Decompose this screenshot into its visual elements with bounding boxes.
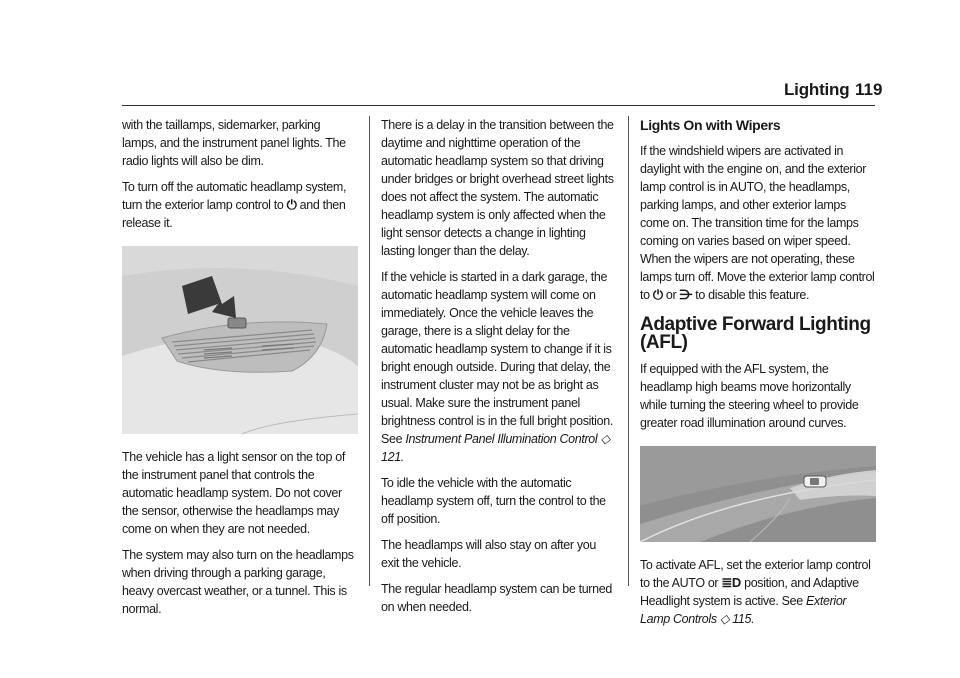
page-number: 119: [855, 80, 883, 99]
paragraph: There is a delay in the transition between the daytime and nighttime operation of the automatic headlamp system so that driving under bridges or bright overhead street lights does not affect the system. The automatic headlamp system is only affected when the light sensor detects a change in lighting lasting longer than the delay.: [381, 118, 614, 258]
paragraph: The system may also turn on the headlamps when driving through a parking garage, heavy overcast weather, or a tunnel. This is normal.: [122, 548, 354, 616]
headlamp-icon: ≣D: [721, 575, 741, 590]
afl-curve-illustration: [640, 446, 876, 542]
column-3: [640, 116, 876, 636]
paragraph: The vehicle has a light sensor on the top of the instrument panel that controls the automatic headlamp system. Do not cover the sensor, otherwise the headlamps may come on when they are not needed.: [122, 450, 345, 536]
page-reference: ◇ 115.: [719, 612, 755, 626]
column-2: [381, 116, 617, 624]
paragraph: To turn off the automatic headlamp system, turn the exterior lamp control to ⏻ and then release it.: [122, 180, 347, 230]
paragraph: To idle the vehicle with the automatic headlamp system off, turn the control to the off position.: [381, 476, 606, 526]
paragraph: The regular headlamp system can be turned on when needed.: [381, 582, 612, 614]
paragraph: If equipped with the AFL system, the headlamp high beams move horizontally while turning the steering wheel to provide greater road illumination around curves.: [640, 362, 859, 430]
column-divider: [628, 116, 629, 586]
column-divider: [369, 116, 370, 586]
section-title: Lighting: [784, 80, 850, 99]
paragraph: If the windshield wipers are activated in daylight with the engine on, and the exterior lamp control is in AUTO, the headlamps, parking lamps, and other exterior lamps come on. The transition time for the lamps coming on varies based on wiper speed. When the wipers are not operating, these lamps turn off. Move the exterior lamp control to ⏻ or ⋺ to disable this feature.: [640, 144, 875, 302]
paragraph: with the taillamps, sidemarker, parking lamps, and the instrument panel lights. The radio lights will also be dim.: [122, 118, 346, 168]
paragraph: If the vehicle is started in a dark garage, the automatic headlamp system will come on immediately. Once the vehicle leaves the garage, there is a slight delay for the automatic headlamp system to change if it is bright enough outside. During that delay, the instrument cluster may not be as bright as usual. Make sure the instrument panel brightness control is in the full bright position. See Instrument Panel Illumination Control ◇ 121.: [381, 270, 613, 464]
parking-lamp-icon: ⋺: [679, 287, 693, 302]
header-rule: [122, 105, 875, 106]
power-off-icon: ⏻: [652, 287, 663, 302]
light-sensor-illustration: [122, 246, 358, 434]
cross-reference-link[interactable]: Instrument Panel Illumination Control: [405, 432, 598, 446]
column-1: [122, 116, 358, 626]
paragraph: The headlamps will also stay on after you exit the vehicle.: [381, 538, 596, 570]
subheading: Lights On with Wipers: [640, 117, 781, 133]
page-reference: ◇ 121.: [381, 432, 610, 464]
paragraph: To activate AFL, set the exterior lamp control to the AUTO or ≣D position, and Adaptive Headlight system is active. See Exterior Lamp Controls ◇ 115.: [640, 558, 871, 626]
section-heading: Adaptive Forward Lighting (AFL): [640, 314, 871, 353]
cross-reference-link[interactable]: Exterior Lamp Controls: [640, 594, 847, 626]
power-off-icon: ⏻: [286, 197, 297, 212]
